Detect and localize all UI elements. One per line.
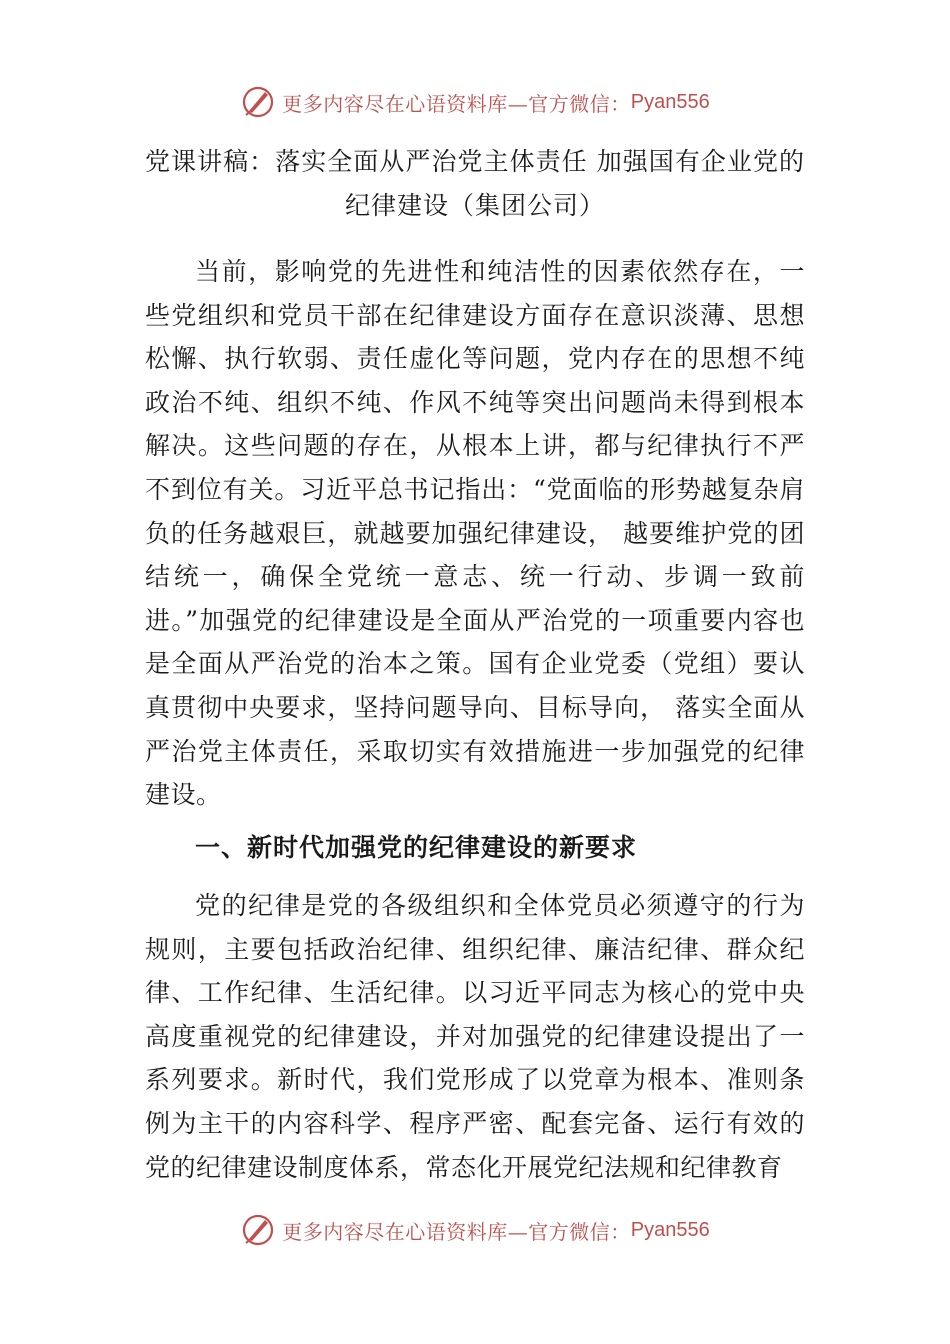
quill-seal-logo-icon bbox=[240, 1212, 276, 1248]
wechat-id: Pyan556 bbox=[630, 1218, 710, 1241]
banner-text: 更多内容尽在心语资料库—官方微信： bbox=[282, 1219, 631, 1244]
wechat-id: Pyan556 bbox=[630, 90, 710, 113]
title-line-2: 纪律建设（集团公司） bbox=[344, 191, 605, 220]
header-banner bbox=[0, 82, 950, 122]
body-section-1 bbox=[145, 884, 805, 1189]
footer-banner bbox=[0, 1210, 950, 1250]
section-heading-1: 一、新时代加强党的纪律建设的新要求 bbox=[195, 833, 638, 862]
banner-text: 更多内容尽在心语资料库—官方微信： bbox=[282, 91, 631, 116]
quill-seal-logo-icon bbox=[240, 84, 276, 120]
paragraph-section-1: 党的纪律是党的各级组织和全体党员必须遵守的行为规则，主要包括政治纪律、组织纪律、廉洁纪律、群众纪律、工作纪律、生活纪律。以习近平同志为核心的党中央高度重视党的纪律建设，并对加强党的纪律建设提出了一系列要求。新时代，我们党形成了以党章为根本、准则条例为主干的内容科学、程序严密、配套完备、运行有效的党的纪律建设制度体系，常态化开展党纪法规和纪律教育 bbox=[145, 891, 805, 1182]
body-section-intro bbox=[145, 250, 805, 817]
document-title bbox=[145, 140, 805, 228]
paragraph-intro: 当前，影响党的先进性和纯洁性的因素依然存在，一些党组织和党员干部在纪律建设方面存在意识淡薄、思想松懈、执行软弱、责任虚化等问题，党内存在的思想不纯政治不纯、组织不纯、作风不纯等突出问题尚未得到根本解决。这些问题的存在，从根本上讲，都与纪律执行不严不到位有关。习近平总书记指出：“党面临的形势越复杂肩负的任务越艰巨，就越要加强纪律建设， 越要维护党的团结统一，确保全党统一意志、统一行动、步调一致前进。”加强党的纪律建设是全面从严治党的一项重要内容也是全面从严治党的治本之策。国有企业党委（党组）要认真贯彻中央要求，坚持问题导向、目标导向， 落实全面从严治党主体责任，采取切实有效措施进一步加强党的纪律建设。 bbox=[145, 257, 805, 810]
title-line-1: 党课讲稿：落实全面从严治党主体责任 加强国有企业党的 bbox=[145, 147, 805, 176]
